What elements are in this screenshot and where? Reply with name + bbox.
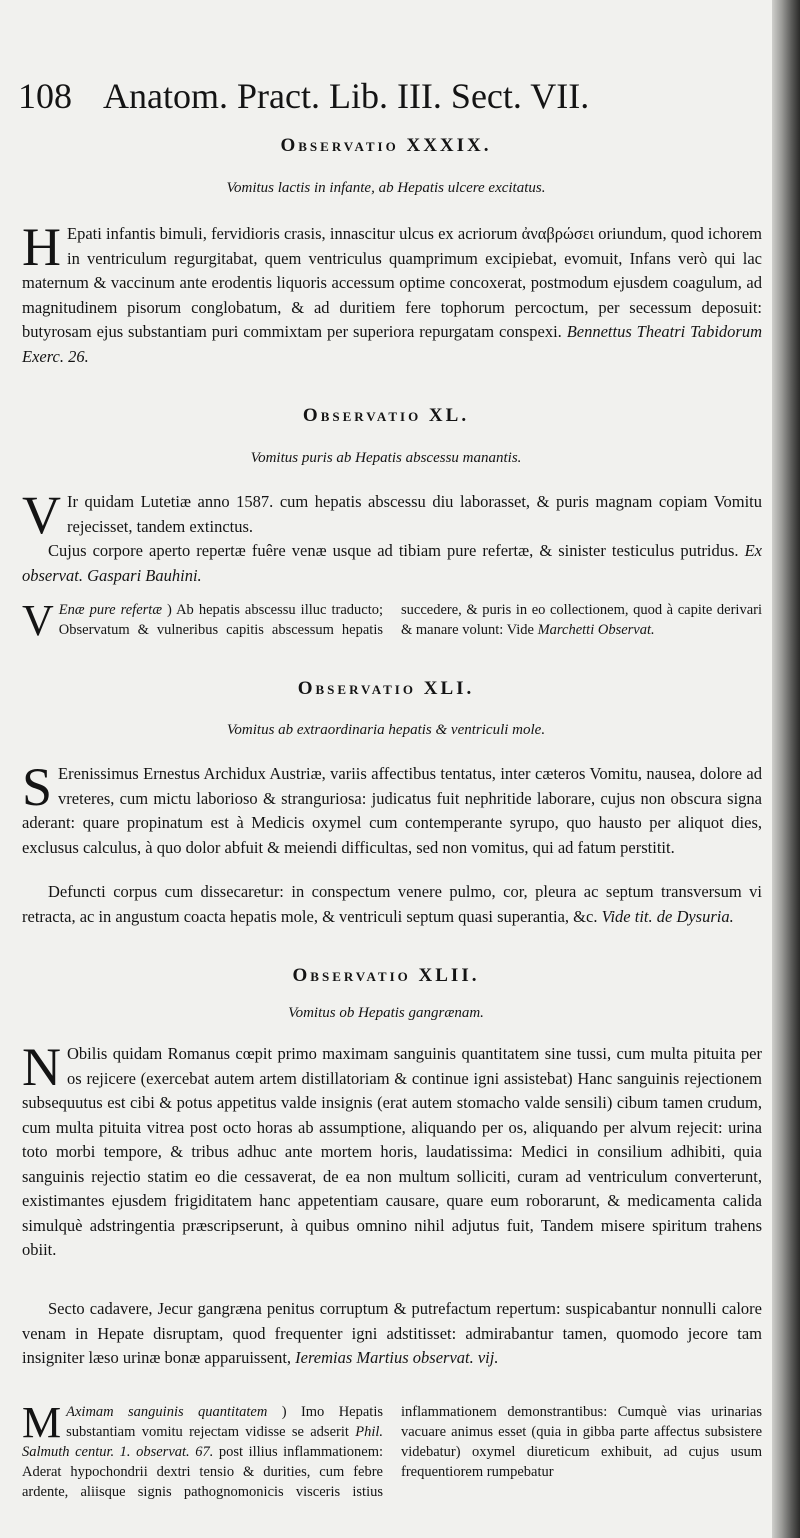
observation-39-text (22, 217, 762, 369)
dropcap: S (22, 757, 53, 817)
dropcap: H (22, 217, 61, 277)
observation-42-text (22, 1037, 762, 1263)
running-header (18, 74, 698, 118)
observation-42-body: Obilis quidam Romanus cœpit primo maximam sanguinis quantitatem sine tussi, cum multa pituita per os rejicere (exercebat autem artem distillatoriam & continue igni assistebat) Hanc sanguinis rejectionem subsequutus est cibi & potus appetitus valde insignis (erat autem stomacho valde sensili) cibum tamen crudum, cum multa pituita vitrea post octo horas ab assumptione, aliquando per os, aliquando per alvum rejecit: urina toto morbi tempore, & tribus adhuc ante mortem horis, laudatissima: Medici in consilium adhibiti, quia sanguinis rejectio statim eo die cessaverat, de ea non multum solliciti, curam ad ventriculum converterunt, existimantes ejusdem frigiditatem hanc appetentiam causare, quare eum roborarunt, & medicamenta calida simulquè adstringentia præscripserunt, à quibus omnino nihil adjutus fuit, Tandem misere spiritum trahens obiit. (22, 1044, 762, 1259)
observation-39-body: Epati infantis bimuli, fervidioris crasis, innascitur ulcus ex acriorum ἀναβρώσει oriundum, quod ichorem in ventriculum regurgitabat, quem ventriculus quamprimum excipiebat, evomuit, Infans verò qui lac maternum & vaccinum ante erodentis liquoris accessum optime concoxerat, postmodum ejusdem coagulum, ad magnitudinem pisorum conglobatum, & ad duritiem fere tophorum percoctum, per secessum deposuit: butyrosam ejus substantiam puri commixtam per superiora repurgatam conspexi. (22, 224, 762, 341)
observation-40-source: Ex observat. Gaspari Bauhini. (22, 541, 762, 585)
note-lemma: Aximam sanguinis quantitatem (66, 1404, 268, 1420)
observation-41-source: Vide tit. de Dysuria. (601, 906, 734, 926)
observation-41-title: Observatio XLI. (297, 678, 475, 699)
observation-40-text (22, 485, 762, 545)
dropcap: V (22, 596, 54, 645)
observation-41-text-2 (22, 880, 762, 929)
running-title: Anatom. Pract. Lib. III. Sect. VII. (103, 76, 590, 116)
observation-39-subtitle: Vomitus lactis in infante, ab Hepatis ulcere excitatus. (226, 180, 546, 196)
observation-40-title: Observatio XL. (302, 405, 470, 426)
observation-42-note (22, 1398, 762, 1522)
note-text-2: post illius inflammationem: Aderat hypochondrii dextri tensio & durities, cum febre ardente, aliisque signis pathognomonicis visceris istius inflammationem demonstrantibus: Cumquè vias urinarias vacuare animus esset (quia in gibba parte affectus subsistere videbatur) oxymel diureticum exhibuit, ad cujus usum frequentiorem rumpebatur (22, 1404, 762, 1500)
observation-39-source: Bennettus Theatri Tabidorum Exerc. 26. (22, 322, 762, 366)
observation-42-subtitle: Vomitus ob Hepatis gangrænam. (288, 1005, 484, 1021)
observation-42-text-2 (22, 1297, 762, 1371)
observation-40-body-2: Cujus corpore aperto repertæ fuêre venæ usque ad tibiam pure refertæ, & sinister testiculus putridus. (48, 541, 739, 560)
observation-42-title: Observatio XLII. (292, 965, 480, 986)
note-text: ) Imo Hepatis substantiam vomitu rejectam vidisse se adserit (66, 1404, 383, 1440)
note-citation: Phil. Salmuth centur. 1. observat. 67. (22, 1424, 384, 1460)
dropcap: N (22, 1037, 61, 1097)
observation-41-body: Erenissimus Ernestus Archidux Austriæ, variis affectibus tentatus, inter cæteros Vomitu, nausea, dolore ad vreteres, cum mictu laborioso & stranguriosa: judicatus fuit nephritide laborare, cujus non obscura signa aderant: quare propinatum est à Medicis oxymel cum contemperante syrupo, quo hausto per aliquot dies, exclusus calculus, à quo dolor abfuit & meiendi difficultas, sed non vomitus, qui ad fatum perstitit. (22, 764, 762, 857)
note-text: ) Ab hepatis abscessu illuc traducto; Observatum & vulneribus capitis abscessum hepatis succedere, & puris in eo collectionem, quod à capite derivari & manare volunt: Vide (58, 602, 762, 638)
note-source: Marchetti Observat. (537, 622, 655, 638)
observation-39-title: Observatio XXXIX. (280, 135, 492, 156)
observation-40-text-2 (22, 539, 762, 588)
observation-40-subtitle: Vomitus puris ab Hepatis abscessu manantis. (250, 450, 522, 466)
dropcap: M (22, 1398, 62, 1447)
note-lemma: Enæ pure refertæ (58, 602, 162, 618)
observation-40-note (22, 596, 762, 662)
observation-40-body: Ir quidam Lutetiæ anno 1587. cum hepatis abscessu diu laborasset, & puris magnam copiam Vomitu rejecisset, tandem extinctus. (67, 492, 762, 536)
observation-41-text (22, 757, 762, 860)
observation-41-body-2: Defuncti corpus cum dissecaretur: in conspectum venere pulmo, cor, pleura ac septum transversum vi retracta, ac in angustum coacta hepatis mole, & ventriculi septum quasi superantia, &c. (22, 882, 762, 926)
page-edge-shadow (772, 0, 800, 1538)
observation-42-body-2: Secto cadavere, Jecur gangræna penitus corruptum & putrefactum repertum: suspicabantur nonnulli calore venam in Hepate disruptam, quod frequenter igni adstitisset: admirabantur tamen, quomodo jecore tam insigniter læso urinæ bonæ apparuissent, (22, 1299, 762, 1367)
page-number: 108 (18, 76, 72, 116)
observation-42-source: Ieremias Martius observat. vij. (295, 1348, 499, 1367)
observation-41-subtitle: Vomitus ab extraordinaria hepatis & ventriculi mole. (226, 722, 546, 738)
dropcap: V (22, 485, 61, 545)
